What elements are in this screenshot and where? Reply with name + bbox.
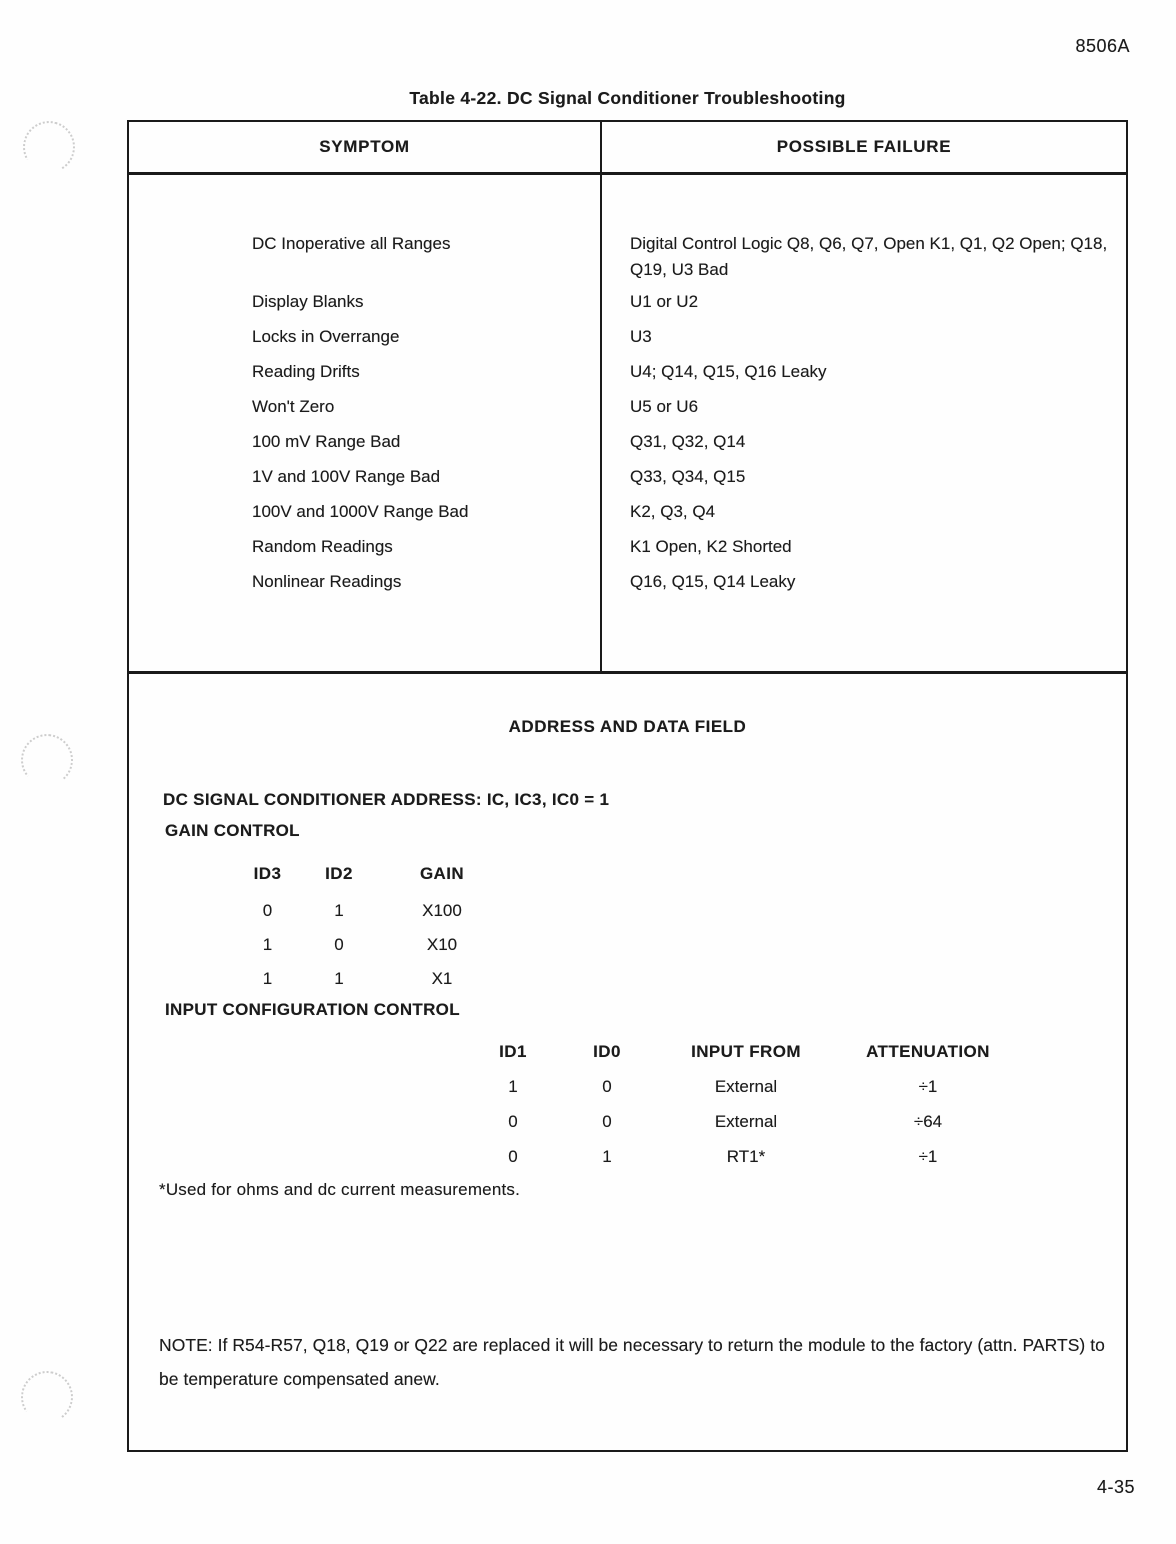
table-row [472,1074,1024,1109]
failure-cell: U5 or U6 [630,397,699,416]
address-data-field-section [129,674,1126,1448]
cell: External [714,1077,778,1096]
symptom-cell: Reading Drifts [252,362,360,381]
conditioner-address-line: DC SIGNAL CONDITIONER ADDRESS: IC, IC3, IC0 = 1 [163,790,610,809]
cell: 0 [508,1147,518,1166]
gain-control-table [240,861,501,1000]
table-header-row [240,861,501,898]
cell: X100 [422,901,462,920]
failure-cell: Digital Control Logic Q8, Q6, Q7, Open K1, Q1, Q2 Open; Q18, Q19, U3 Bad [630,234,1108,279]
symptom-cell: Won't Zero [252,397,335,416]
cell: External [714,1112,778,1131]
cell: 1 [508,1077,518,1096]
column-header: ID0 [593,1042,621,1061]
input-configuration-table [472,1039,1024,1179]
troubleshooting-table [127,120,1128,1452]
cell: 1 [334,969,344,988]
symptom-list [129,175,600,604]
footnote: *Used for ohms and dc current measurements. [159,1180,521,1199]
table-row [240,932,501,966]
failure-cell: U1 or U2 [630,292,699,311]
symptom-cell: Nonlinear Readings [252,572,402,591]
failure-column-header: POSSIBLE FAILURE [602,122,1126,175]
table-row [472,1144,1024,1179]
cell: 1 [334,901,344,920]
failure-cell: K2, Q3, Q4 [630,502,716,521]
cell: 1 [262,935,273,954]
table-title: Table 4-22. DC Signal Conditioner Troubleshooting [409,88,846,108]
table-header-row [472,1039,1024,1074]
cell: 0 [602,1077,612,1096]
column-header: ATTENUATION [866,1042,990,1061]
failure-cell: Q33, Q34, Q15 [630,467,746,486]
symptom-cell: Display Blanks [252,292,364,311]
symptom-cell: 100V and 1000V Range Bad [252,502,469,521]
cell: 0 [334,935,344,954]
cell: 0 [508,1112,518,1131]
symptom-failure-section [129,122,1126,674]
symptom-column-header: SYMPTOM [129,122,600,175]
input-configuration-heading: INPUT CONFIGURATION CONTROL [165,1000,460,1019]
gain-control-heading: GAIN CONTROL [165,821,300,840]
symptom-cell: 100 mV Range Bad [252,432,401,451]
cell: 0 [262,901,273,920]
document-number: 8506A [1075,36,1130,56]
symptom-cell: Random Readings [252,537,393,556]
table-row [472,1109,1024,1144]
column-header: GAIN [419,864,465,883]
failure-cell: Q16, Q15, Q14 Leaky [630,572,796,591]
cell: X1 [431,969,453,988]
symptom-column [129,122,602,671]
failure-column [602,122,1126,671]
failure-cell: K1 Open, K2 Shorted [630,537,792,556]
cell: ÷1 [918,1077,938,1096]
cell: 1 [262,969,273,988]
symptom-cell: Locks in Overrange [252,327,400,346]
failure-cell: U3 [630,327,652,346]
hole-punch-artifact [17,1367,77,1427]
cell: 0 [602,1112,612,1131]
cell: X10 [426,935,458,954]
column-header: INPUT FROM [691,1042,801,1061]
cell: RT1* [726,1147,766,1166]
column-header: ID3 [253,864,282,883]
page-number: 4-35 [1096,1477,1135,1497]
column-header: ID2 [325,864,353,883]
failure-cell: U4; Q14, Q15, Q16 Leaky [630,362,827,381]
cell: ÷1 [918,1147,938,1166]
table-row [240,898,501,932]
failure-cell: Q31, Q32, Q14 [630,432,746,451]
symptom-cell: DC Inoperative all Ranges [252,234,451,253]
table-row [240,966,501,1000]
cell: 1 [602,1147,612,1166]
hole-punch-artifact [17,115,81,179]
factory-note: NOTE: If R54-R57, Q18, Q19 or Q22 are replaced it will be necessary to return the module to the factory (attn. PARTS) to be temperature compensated anew. [159,1335,1105,1389]
failure-list [602,175,1126,604]
hole-punch-artifact [19,732,75,788]
section-heading: ADDRESS AND DATA FIELD [508,717,747,736]
cell: ÷64 [913,1112,943,1131]
column-header: ID1 [499,1042,527,1061]
symptom-cell: 1V and 100V Range Bad [252,467,441,486]
